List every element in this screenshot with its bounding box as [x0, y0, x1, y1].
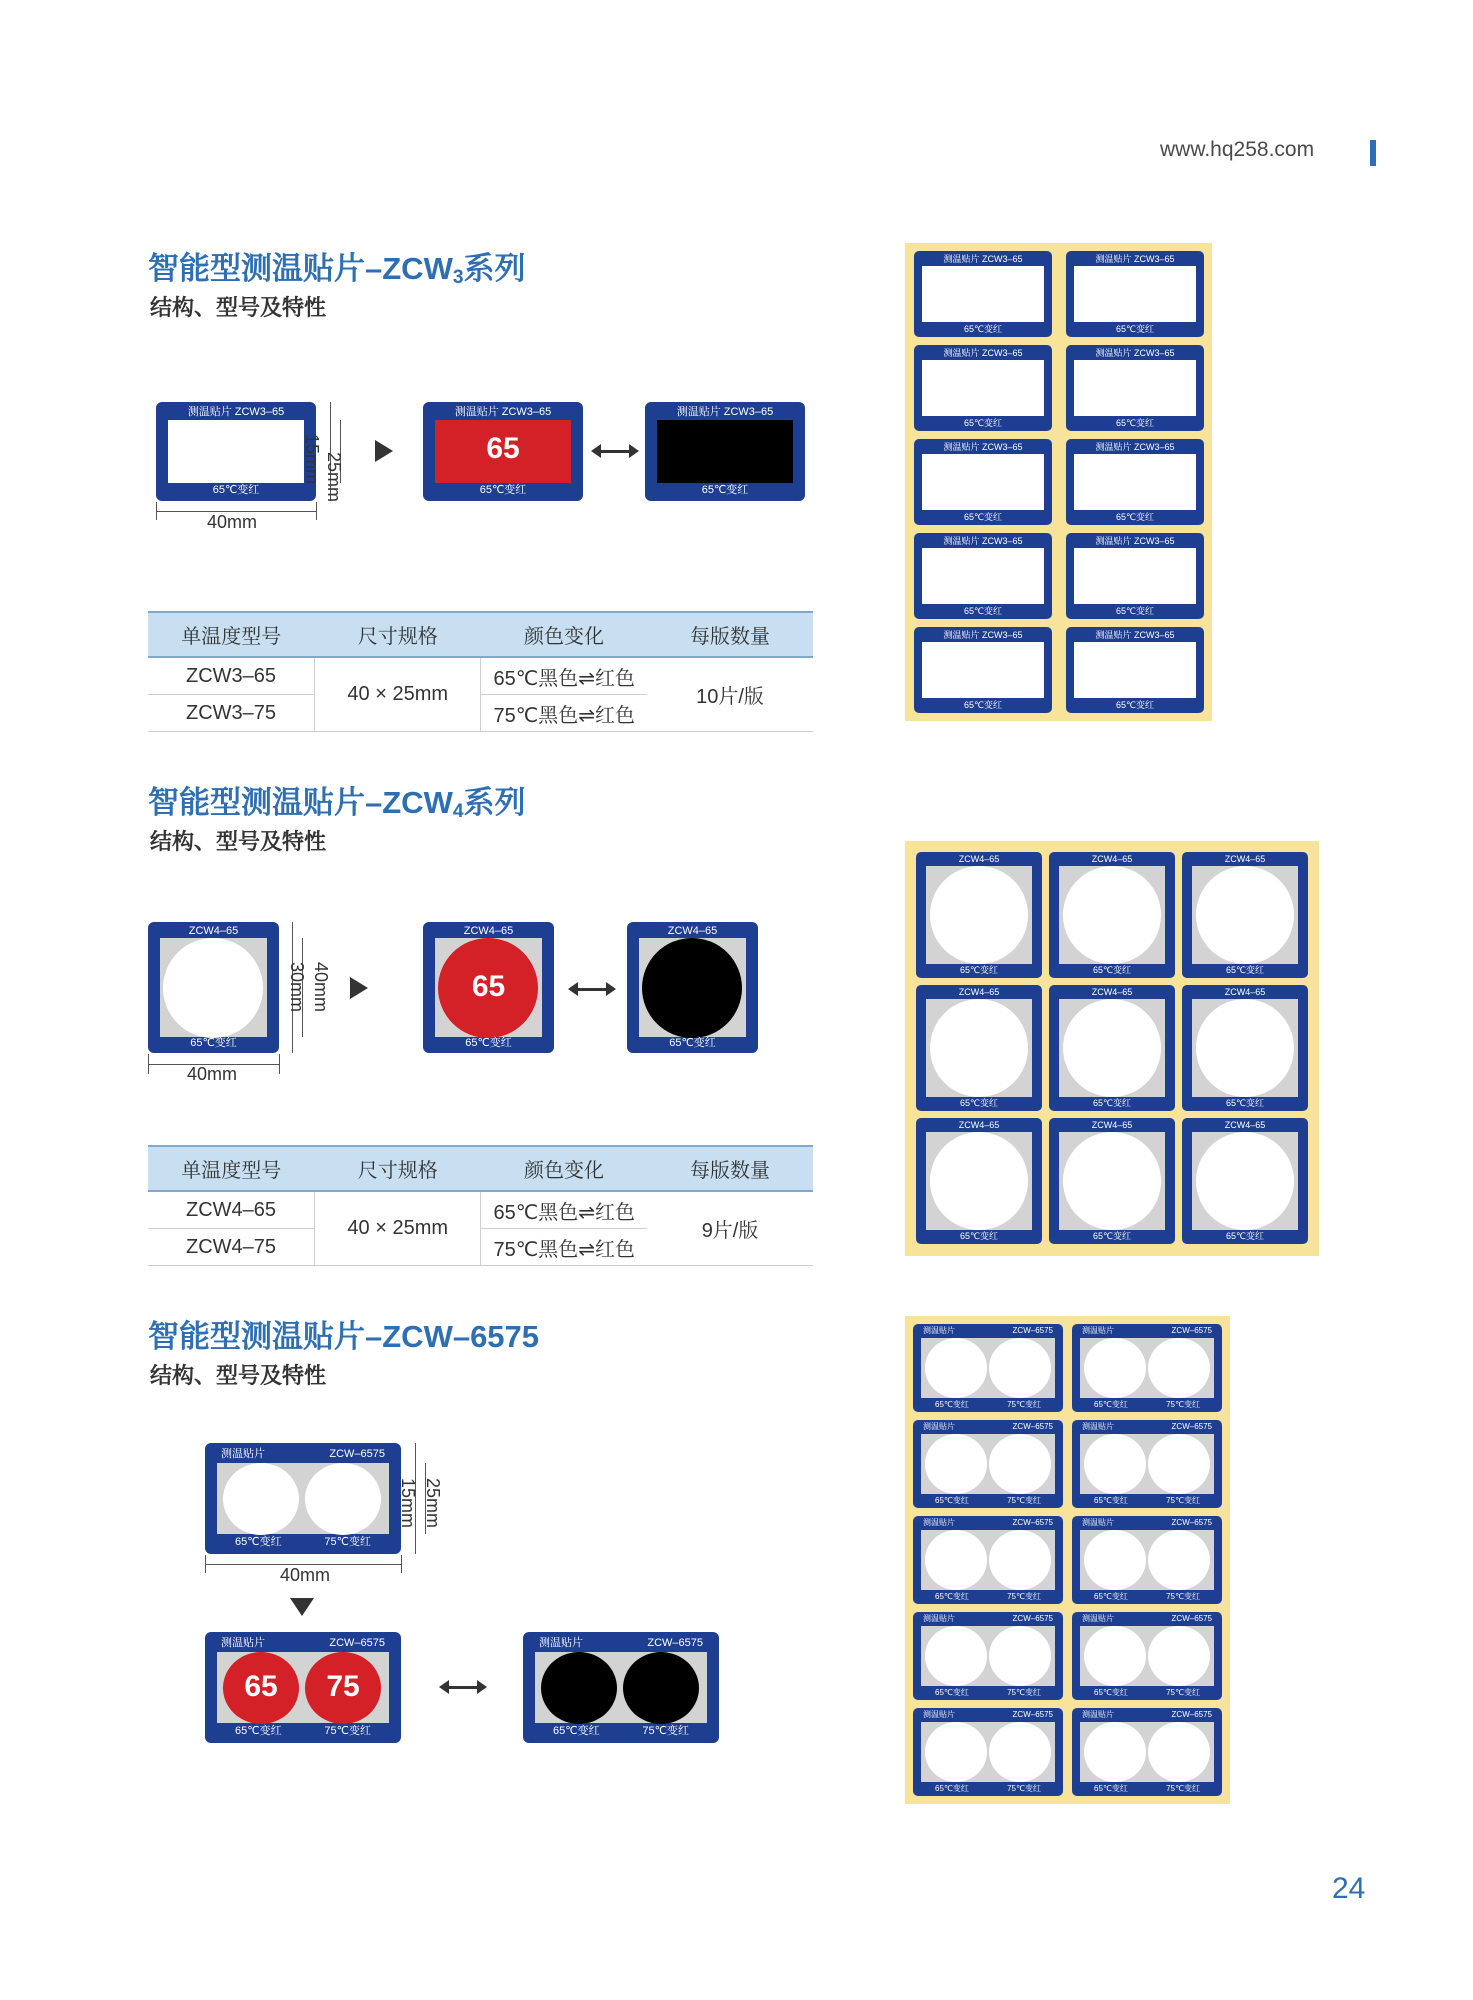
sheet-label — [1066, 345, 1204, 431]
sheet-label-window — [922, 266, 1044, 322]
table-cell-color: 65℃黑色⇌红色 — [481, 1191, 647, 1229]
label-bottom-right-text: 75℃变红 — [324, 1725, 371, 1737]
sheet-label-bottom-left-text: 65℃变红 — [935, 1784, 969, 1793]
zcw6575-label-blank — [205, 1443, 401, 1554]
table-cell-color: 75℃黑色⇌红色 — [481, 1229, 647, 1266]
sheet-label-bottom-left-text: 65℃变红 — [1094, 1496, 1128, 1505]
sheet-label-circle-left — [925, 1722, 987, 1782]
zcw4-label-black — [627, 922, 758, 1053]
sheet-label-top-text: ZCW4–65 — [1091, 1120, 1133, 1130]
sheet-label-top-left-text: 测温贴片 — [1082, 1422, 1114, 1431]
sheet-label-circle — [930, 866, 1028, 964]
sheet-label-top-left-text: 测温贴片 — [1082, 1326, 1114, 1335]
sheet-label-top-text: 测温贴片 ZCW3–65 — [943, 348, 1023, 358]
section-title-zcw4: 智能型测温贴片$-ZCW_4$系列 — [148, 785, 526, 822]
sheet-label-bottom-text: 65℃变红 — [1225, 1098, 1265, 1108]
table-cell-color: 65℃黑色⇌红色 — [481, 657, 647, 695]
sheet-label-window — [1074, 360, 1196, 416]
sheet-label — [1072, 1516, 1222, 1604]
sheet-label-top-text: ZCW4–65 — [958, 987, 1000, 997]
sheet-label-window — [922, 454, 1044, 510]
label-bottom-right-text: 75℃变红 — [642, 1725, 689, 1737]
sheet-label — [1072, 1420, 1222, 1508]
sheet-label-circle-right — [989, 1530, 1051, 1590]
sheet-label-top-text: ZCW4–65 — [1091, 854, 1133, 864]
label-bottom-left-text: 65℃变红 — [553, 1725, 600, 1737]
table-header: 每版数量 — [647, 612, 813, 657]
sheet-label-bottom-left-text: 65℃变红 — [1094, 1784, 1128, 1793]
table-cell-qty: 9片/版 — [647, 1191, 813, 1266]
table-cell-color: 75℃黑色⇌红色 — [481, 695, 647, 732]
page-number: 24 — [1332, 1872, 1366, 1905]
sheet-label-circle-left — [1084, 1626, 1146, 1686]
sheet-label-bottom-left-text: 65℃变红 — [935, 1688, 969, 1697]
sheet-label — [1049, 1118, 1175, 1244]
dim-height-outer: 25mm — [423, 1478, 443, 1529]
label-top-text: ZCW4–65 — [463, 925, 514, 937]
dim-width: 40mm — [187, 1064, 238, 1084]
sheet-label-window — [1074, 266, 1196, 322]
sheet-label-circle — [1196, 1132, 1294, 1230]
sheet-label-circle-left — [1084, 1722, 1146, 1782]
table-header: 颜色变化 — [481, 1146, 647, 1191]
sheet-label — [913, 1612, 1063, 1700]
sheet-label-bottom-left-text: 65℃变红 — [1094, 1688, 1128, 1697]
sheet-label-bottom-text: 65℃变红 — [959, 965, 999, 975]
temperature-value: 65 — [486, 432, 520, 465]
sheet-label-top-text: 测温贴片 ZCW3–65 — [943, 630, 1023, 640]
sheet-label-bottom-right-text: 75℃变红 — [1007, 1592, 1041, 1601]
zcw4-label-blank — [148, 922, 279, 1053]
sheet-label-top-right-text: ZCW–6575 — [1012, 1614, 1053, 1623]
sheet-label-top-left-text: 测温贴片 — [923, 1710, 955, 1719]
sheet-label-window — [922, 548, 1044, 604]
sheet-label — [1182, 985, 1308, 1111]
sheet-label-top-left-text: 测温贴片 — [923, 1422, 955, 1431]
table-header: 尺寸规格 — [315, 612, 481, 657]
sheet-label-bottom-right-text: 75℃变红 — [1166, 1688, 1200, 1697]
label-top-right-text: ZCW–6575 — [329, 1637, 385, 1649]
label-top-text: 测温贴片 ZCW3–65 — [676, 406, 774, 418]
sheet-label-bottom-right-text: 75℃变红 — [1007, 1784, 1041, 1793]
zcw4-sheet — [905, 841, 1319, 1256]
sheet-label-circle — [1063, 1132, 1161, 1230]
sheet-label-circle-left — [925, 1530, 987, 1590]
sheet-label-top-left-text: 测温贴片 — [923, 1518, 955, 1527]
sheet-label-bottom-text: 65℃变红 — [963, 324, 1003, 334]
sheet-label-top-text: 测温贴片 ZCW3–65 — [1095, 442, 1175, 452]
sheet-label-top-right-text: ZCW–6575 — [1012, 1710, 1053, 1719]
sheet-label-bottom-right-text: 75℃变红 — [1007, 1496, 1041, 1505]
arrow-right-icon — [350, 977, 368, 999]
section-subtitle-zcw6575: 结构、型号及特性 — [150, 1363, 327, 1388]
sheet-label-window — [922, 360, 1044, 416]
sheet-label — [1066, 439, 1204, 525]
label-top-right-text: ZCW–6575 — [647, 1637, 703, 1649]
sheet-label-top-right-text: ZCW–6575 — [1171, 1422, 1212, 1431]
sheet-label-circle-right — [989, 1722, 1051, 1782]
zcw6575-label-red — [205, 1632, 401, 1743]
label-circle-black — [642, 938, 742, 1038]
sheet-label — [1049, 852, 1175, 978]
dim-width: 40mm — [207, 512, 258, 532]
sheet-label-circle-left — [925, 1434, 987, 1494]
sheet-label — [916, 1118, 1042, 1244]
sheet-label-circle-right — [1148, 1434, 1210, 1494]
temperature-value-right: 75 — [326, 1670, 360, 1703]
label-window — [168, 420, 304, 483]
sheet-label-top-left-text: 测温贴片 — [923, 1326, 955, 1335]
sheet-label-bottom-right-text: 75℃变红 — [1166, 1592, 1200, 1601]
double-arrow-icon — [577, 988, 607, 991]
label-bottom-text: 65℃变红 — [212, 484, 260, 496]
sheet-label-top-left-text: 测温贴片 — [923, 1614, 955, 1623]
sheet-label-top-right-text: ZCW–6575 — [1171, 1710, 1212, 1719]
sheet-label-top-text: 测温贴片 ZCW3–65 — [1095, 254, 1175, 264]
sheet-label-bottom-text: 65℃变红 — [1225, 1231, 1265, 1241]
sheet-label-bottom-text: 65℃变红 — [1225, 965, 1265, 975]
label-bottom-text: 65℃变红 — [465, 1037, 512, 1049]
sheet-label-top-right-text: ZCW–6575 — [1012, 1326, 1053, 1335]
dim-tick — [401, 1555, 402, 1573]
sheet-label — [914, 627, 1052, 713]
header-accent-bar — [1370, 140, 1376, 166]
sheet-label-bottom-text: 65℃变红 — [1092, 1098, 1132, 1108]
sheet-label-bottom-text: 65℃变红 — [959, 1098, 999, 1108]
label-top-text: 测温贴片 ZCW3–65 — [454, 406, 552, 418]
sheet-label-window — [1074, 454, 1196, 510]
table-cell-model: ZCW3–75 — [148, 695, 315, 732]
sheet-label-circle-left — [925, 1626, 987, 1686]
sheet-label-circle-right — [989, 1338, 1051, 1398]
label-top-left-text: 测温贴片 — [539, 1637, 583, 1649]
zcw4-label-red — [423, 922, 554, 1053]
sheet-label-bottom-left-text: 65℃变红 — [1094, 1592, 1128, 1601]
label-top-text: ZCW4–65 — [188, 925, 239, 937]
sheet-label — [1182, 1118, 1308, 1244]
sheet-label-circle-right — [989, 1626, 1051, 1686]
label-circle — [163, 938, 263, 1038]
section-subtitle-zcw4: 结构、型号及特性 — [150, 829, 327, 854]
section-subtitle-zcw3: 结构、型号及特性 — [150, 295, 327, 320]
label-bottom-text: 65℃变红 — [190, 1037, 237, 1049]
sheet-label-circle — [1063, 999, 1161, 1097]
sheet-label-bottom-text: 65℃变红 — [963, 512, 1003, 522]
website-url[interactable]: www.hq258.com — [1160, 138, 1315, 161]
sheet-label-top-left-text: 测温贴片 — [1082, 1710, 1114, 1719]
sheet-label-bottom-right-text: 75℃变红 — [1166, 1784, 1200, 1793]
sheet-label — [913, 1420, 1063, 1508]
spec-table-zcw3 — [148, 611, 813, 732]
table-cell-model: ZCW4–65 — [148, 1191, 315, 1229]
sheet-label — [1072, 1612, 1222, 1700]
label-circle-left — [223, 1463, 299, 1535]
sheet-label-circle-left — [925, 1338, 987, 1398]
dim-tick — [316, 502, 317, 520]
label-bottom-text: 65℃变红 — [479, 484, 527, 496]
sheet-label — [914, 533, 1052, 619]
sheet-label-window — [1074, 548, 1196, 604]
table-header: 颜色变化 — [481, 612, 647, 657]
temperature-value-left: 65 — [244, 1670, 278, 1703]
spec-table-zcw4 — [148, 1145, 813, 1266]
sheet-label-bottom-right-text: 75℃变红 — [1007, 1688, 1041, 1697]
table-header: 单温度型号 — [148, 612, 315, 657]
dim-height-outer: 40mm — [311, 962, 331, 1013]
zcw3-label-red — [423, 402, 583, 501]
sheet-label-bottom-text: 65℃变红 — [963, 418, 1003, 428]
sheet-label-top-text: ZCW4–65 — [1224, 987, 1266, 997]
sheet-label-bottom-left-text: 65℃变红 — [1094, 1400, 1128, 1409]
sheet-label-top-right-text: ZCW–6575 — [1171, 1326, 1212, 1335]
label-top-right-text: ZCW–6575 — [329, 1448, 385, 1460]
sheet-label-bottom-right-text: 75℃变红 — [1007, 1400, 1041, 1409]
sheet-label-circle-left — [1084, 1338, 1146, 1398]
label-bottom-right-text: 75℃变红 — [324, 1536, 371, 1548]
table-cell-size: 40 × 25mm — [315, 1191, 481, 1266]
sheet-label-circle-right — [1148, 1722, 1210, 1782]
table-header: 每版数量 — [647, 1146, 813, 1191]
zcw6575-sheet — [905, 1316, 1230, 1804]
sheet-label — [914, 251, 1052, 337]
sheet-label — [913, 1708, 1063, 1796]
sheet-label — [914, 439, 1052, 525]
label-top-text: 测温贴片 ZCW3–65 — [187, 406, 285, 418]
sheet-label-top-text: 测温贴片 ZCW3–65 — [943, 442, 1023, 452]
sheet-label — [914, 345, 1052, 431]
sheet-label-top-text: 测温贴片 ZCW3–65 — [1095, 348, 1175, 358]
sheet-label — [916, 985, 1042, 1111]
dim-height-inner: 30mm — [287, 962, 307, 1013]
section-title-zcw3: 智能型测温贴片$-ZCW_3$系列 — [148, 251, 526, 288]
double-arrow-icon — [448, 1686, 478, 1689]
table-cell-size: 40 × 25mm — [315, 657, 481, 732]
dim-tick — [279, 1054, 280, 1074]
sheet-label — [1072, 1324, 1222, 1412]
sheet-label-top-right-text: ZCW–6575 — [1012, 1518, 1053, 1527]
sheet-label-circle — [1196, 999, 1294, 1097]
sheet-label-top-text: ZCW4–65 — [1091, 987, 1133, 997]
sheet-label — [1049, 985, 1175, 1111]
label-bottom-left-text: 65℃变红 — [235, 1536, 282, 1548]
dim-width: 40mm — [280, 1565, 331, 1585]
label-bottom-text: 65℃变红 — [669, 1037, 716, 1049]
sheet-label-bottom-right-text: 75℃变红 — [1166, 1496, 1200, 1505]
sheet-label-circle-right — [989, 1434, 1051, 1494]
sheet-label-bottom-right-text: 75℃变红 — [1166, 1400, 1200, 1409]
sheet-label-circle — [930, 1132, 1028, 1230]
label-circle-right-black — [623, 1652, 699, 1724]
sheet-label-bottom-text: 65℃变红 — [963, 606, 1003, 616]
sheet-label — [1066, 251, 1204, 337]
label-top-text: ZCW4–65 — [667, 925, 718, 937]
sheet-label-bottom-text: 65℃变红 — [1092, 965, 1132, 975]
sheet-label — [913, 1324, 1063, 1412]
sheet-label-circle-right — [1148, 1530, 1210, 1590]
table-header: 尺寸规格 — [315, 1146, 481, 1191]
sheet-label — [1066, 627, 1204, 713]
sheet-label-bottom-left-text: 65℃变红 — [935, 1400, 969, 1409]
table-header: 单温度型号 — [148, 1146, 315, 1191]
table-cell-model: ZCW3–65 — [148, 657, 315, 695]
sheet-label-circle-left — [1084, 1530, 1146, 1590]
double-arrow-icon — [600, 450, 630, 453]
sheet-label — [913, 1516, 1063, 1604]
sheet-label-bottom-left-text: 65℃变红 — [935, 1592, 969, 1601]
sheet-label-top-text: 测温贴片 ZCW3–65 — [943, 536, 1023, 546]
temperature-value: 65 — [471, 970, 506, 1003]
label-circle-right — [305, 1463, 381, 1535]
sheet-label-bottom-text: 65℃变红 — [1115, 606, 1155, 616]
label-top-left-text: 测温贴片 — [221, 1637, 265, 1649]
sheet-label-window — [1074, 642, 1196, 698]
dim-height-outer: 25mm — [324, 452, 344, 503]
table-cell-qty: 10片/版 — [647, 657, 813, 732]
sheet-label-circle-right — [1148, 1626, 1210, 1686]
sheet-label-window — [922, 642, 1044, 698]
sheet-label-top-left-text: 测温贴片 — [1082, 1518, 1114, 1527]
sheet-label-top-text: ZCW4–65 — [1224, 854, 1266, 864]
label-circle-left-black — [541, 1652, 617, 1724]
label-top-left-text: 测温贴片 — [221, 1448, 265, 1460]
sheet-label — [1182, 852, 1308, 978]
sheet-label-bottom-text: 65℃变红 — [1115, 324, 1155, 334]
sheet-label-bottom-text: 65℃变红 — [1092, 1231, 1132, 1241]
sheet-label — [916, 852, 1042, 978]
section-title-zcw6575: 智能型测温贴片–ZCW–6575 — [148, 1319, 540, 1354]
label-window-black — [657, 420, 793, 483]
sheet-label — [1072, 1708, 1222, 1796]
zcw3-sheet — [905, 243, 1212, 721]
sheet-label-circle-right — [1148, 1338, 1210, 1398]
sheet-label-top-left-text: 测温贴片 — [1082, 1614, 1114, 1623]
sheet-label-top-text: 测温贴片 ZCW3–65 — [1095, 630, 1175, 640]
zcw3-label-blank — [156, 402, 316, 501]
sheet-label-circle-left — [1084, 1434, 1146, 1494]
arrow-right-icon — [375, 440, 393, 462]
label-bottom-text: 65℃变红 — [701, 484, 749, 496]
sheet-label-top-text: ZCW4–65 — [1224, 1120, 1266, 1130]
zcw6575-label-black — [523, 1632, 719, 1743]
sheet-label-bottom-left-text: 65℃变红 — [935, 1496, 969, 1505]
sheet-label-circle — [1196, 866, 1294, 964]
sheet-label-bottom-text: 65℃变红 — [1115, 700, 1155, 710]
sheet-label — [1066, 533, 1204, 619]
sheet-label-top-right-text: ZCW–6575 — [1171, 1614, 1212, 1623]
sheet-label-top-text: 测温贴片 ZCW3–65 — [1095, 536, 1175, 546]
sheet-label-bottom-text: 65℃变红 — [963, 700, 1003, 710]
sheet-label-bottom-text: 65℃变红 — [1115, 418, 1155, 428]
sheet-label-top-text: 测温贴片 ZCW3–65 — [943, 254, 1023, 264]
table-cell-model: ZCW4–75 — [148, 1229, 315, 1266]
sheet-label-bottom-text: 65℃变红 — [959, 1231, 999, 1241]
sheet-label-top-text: ZCW4–65 — [958, 1120, 1000, 1130]
arrow-down-icon — [290, 1598, 314, 1616]
sheet-label-bottom-text: 65℃变红 — [1115, 512, 1155, 522]
sheet-label-top-right-text: ZCW–6575 — [1012, 1422, 1053, 1431]
sheet-label-top-text: ZCW4–65 — [958, 854, 1000, 864]
sheet-label-circle — [930, 999, 1028, 1097]
dim-height-inner: 15mm — [302, 434, 322, 485]
zcw3-label-black — [645, 402, 805, 501]
sheet-label-top-right-text: ZCW–6575 — [1171, 1518, 1212, 1527]
sheet-label-circle — [1063, 866, 1161, 964]
dim-height-inner: 15mm — [398, 1478, 418, 1529]
label-bottom-left-text: 65℃变红 — [235, 1725, 282, 1737]
